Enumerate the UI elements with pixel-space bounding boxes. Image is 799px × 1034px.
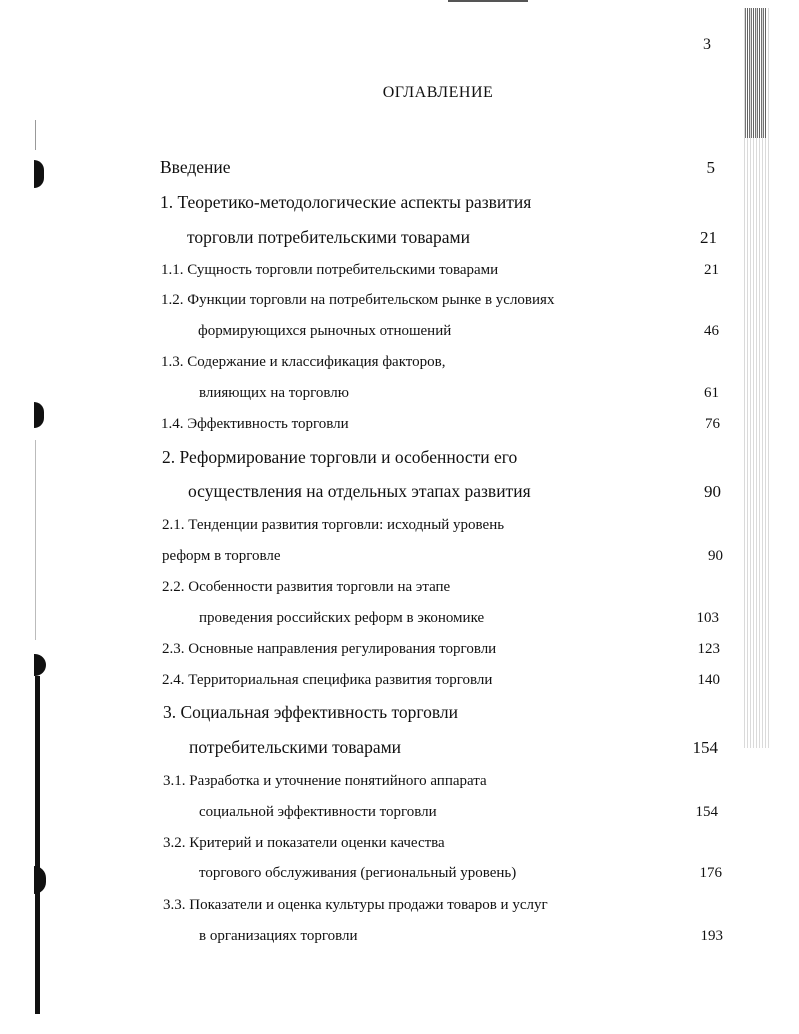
toc-page-2-3: 123 — [697, 641, 720, 657]
toc-page-chapter-3: 154 — [692, 738, 718, 757]
toc-page-3-3: 193 — [700, 928, 723, 944]
toc-section-1-2-line-2: формирующихся рыночных отношений — [198, 323, 452, 339]
toc-section-2-2-line-1: 2.2. Особенности развития торговли на этапе — [162, 579, 451, 595]
toc-chapter-1-line-2: торговли потребительскими товарами — [187, 227, 470, 247]
toc-entry-intro: Введение — [160, 157, 231, 177]
toc-section-2-3: 2.3. Основные направления регулирования торговли — [162, 641, 497, 657]
toc-section-3-1-line-2: социальной эффективности торговли — [199, 804, 437, 820]
toc-section-2-1-line-1: 2.1. Тенденции развития торговли: исходный уровень — [162, 517, 505, 533]
toc-section-1-2-line-1: 1.2. Функции торговли на потребительском рынке в условиях — [161, 292, 555, 308]
toc-section-3-3-line-2: в организациях торговли — [199, 928, 358, 944]
toc-section-1-3-line-2: влияющих на торговлю — [199, 385, 349, 401]
toc-chapter-2-line-2: осуществления на отдельных этапах развития — [188, 481, 531, 501]
toc-section-3-1-line-1: 3.1. Разработка и уточнение понятийного аппарата — [163, 773, 487, 789]
toc-section-2-4: 2.4. Территориальная специфика развития торговли — [162, 672, 493, 688]
toc-page-3-1: 154 — [695, 804, 718, 820]
toc-section-2-2-line-2: проведения российских реформ в экономике — [199, 610, 485, 626]
toc-page-1-2: 46 — [704, 323, 719, 339]
toc-chapter-1-line-1: 1. Теоретико-методологические аспекты развития — [160, 192, 532, 212]
toc-section-1-3-line-1: 1.3. Содержание и классификация факторов, — [161, 354, 446, 370]
toc-section-3-2-line-1: 3.2. Критерий и показатели оценки качества — [163, 835, 445, 851]
toc-chapter-2-line-1: 2. Реформирование торговли и особенности его — [162, 447, 518, 467]
toc-page-chapter-1: 21 — [700, 228, 717, 247]
toc-page-1-1: 21 — [704, 262, 719, 278]
toc-page-2-2: 103 — [696, 610, 719, 626]
toc-page-chapter-2: 90 — [704, 482, 721, 501]
toc-section-2-1-line-2: реформ в торговле — [162, 548, 281, 564]
toc-page-2-1: 90 — [708, 548, 723, 564]
toc-title: ОГЛАВЛЕНИЕ — [382, 84, 494, 101]
toc-chapter-3-line-2: потребительскими товарами — [189, 737, 402, 757]
toc-page-2-4: 140 — [697, 672, 720, 688]
toc-page-1-4: 76 — [705, 416, 720, 432]
toc-section-3-2-line-2: торгового обслуживания (региональный уровень) — [199, 865, 517, 881]
toc-chapter-3-line-1: 3. Социальная эффективность торговли — [163, 702, 459, 722]
page-number: 3 — [703, 36, 711, 53]
toc-page-1-3: 61 — [704, 385, 719, 401]
toc-section-3-3-line-1: 3.3. Показатели и оценка культуры продажи товаров и услуг — [163, 897, 548, 913]
toc-section-1-4: 1.4. Эффективность торговли — [161, 416, 349, 432]
toc-page-intro: 5 — [706, 158, 715, 177]
toc-page-3-2: 176 — [699, 865, 722, 881]
toc-section-1-1: 1.1. Сущность торговли потребительскими товарами — [161, 262, 499, 278]
